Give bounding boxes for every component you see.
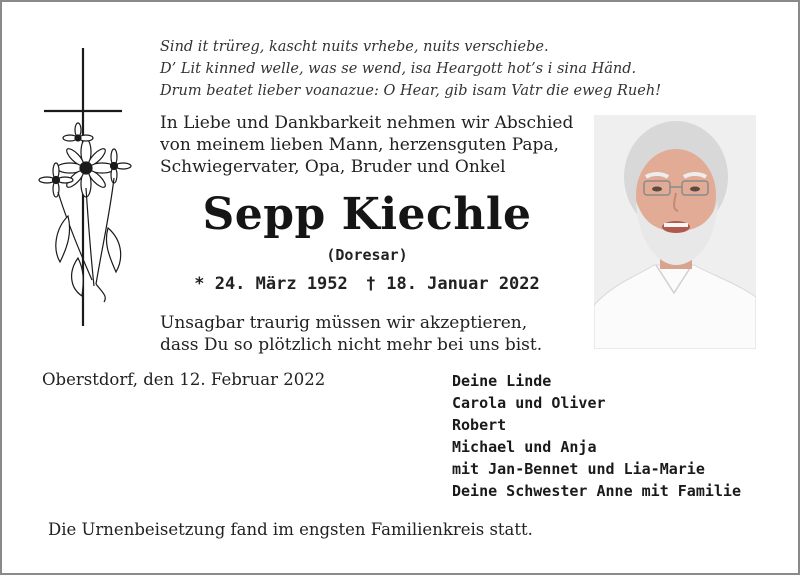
family-member: Robert <box>452 416 507 434</box>
edelweiss-icon <box>39 123 131 302</box>
portrait-photo <box>594 115 756 349</box>
cross-icon <box>38 48 138 333</box>
intro-text <box>160 112 580 178</box>
mourning-line: Unsagbar traurig müssen wir akzeptieren, <box>160 313 528 333</box>
place-and-date: Oberstdorf, den 12. Februar 2022 <box>42 370 326 389</box>
intro-line: Schwiegervater, Opa, Bruder und Onkel <box>160 157 506 177</box>
death-date: † 18. Januar 2022 <box>365 274 540 294</box>
life-dates <box>152 274 582 294</box>
intro-line: von meinem lieben Mann, herzensguten Papa, <box>160 135 559 155</box>
deceased-nickname: (Doresar) <box>326 246 408 264</box>
family-member: mit Jan-Bennet und Lia-Marie <box>452 460 705 478</box>
burial-note: Die Urnenbeisetzung fand im engsten Familienkreis statt. <box>48 520 533 539</box>
poem-line: D’ Lit kinned welle, was se wend, isa Heargott hot’s i sina Händ. <box>160 61 637 77</box>
poem <box>160 36 680 102</box>
poem-line: Drum beatet lieber voanazue: O Hear, gib isam Vatr die eweg Rueh! <box>160 83 662 99</box>
poem-line: Sind it trüreg, kascht nuits vrhebe, nuits verschiebe. <box>160 39 549 55</box>
cross-edelweiss-emblem <box>38 48 138 333</box>
family-list <box>452 370 792 502</box>
deceased-name: Sepp Kiechle <box>202 189 532 240</box>
family-member: Carola und Oliver <box>452 394 606 412</box>
mourning-text <box>160 312 590 356</box>
family-member: Michael und Anja <box>452 438 597 456</box>
birth-date: * 24. März 1952 <box>194 274 348 294</box>
family-member: Deine Linde <box>452 372 552 390</box>
family-member: Deine Schwester Anne mit Familie <box>452 482 741 500</box>
intro-line: In Liebe und Dankbarkeit nehmen wir Abschied <box>160 113 574 133</box>
mourning-line: dass Du so plötzlich nicht mehr bei uns bist. <box>160 335 543 355</box>
